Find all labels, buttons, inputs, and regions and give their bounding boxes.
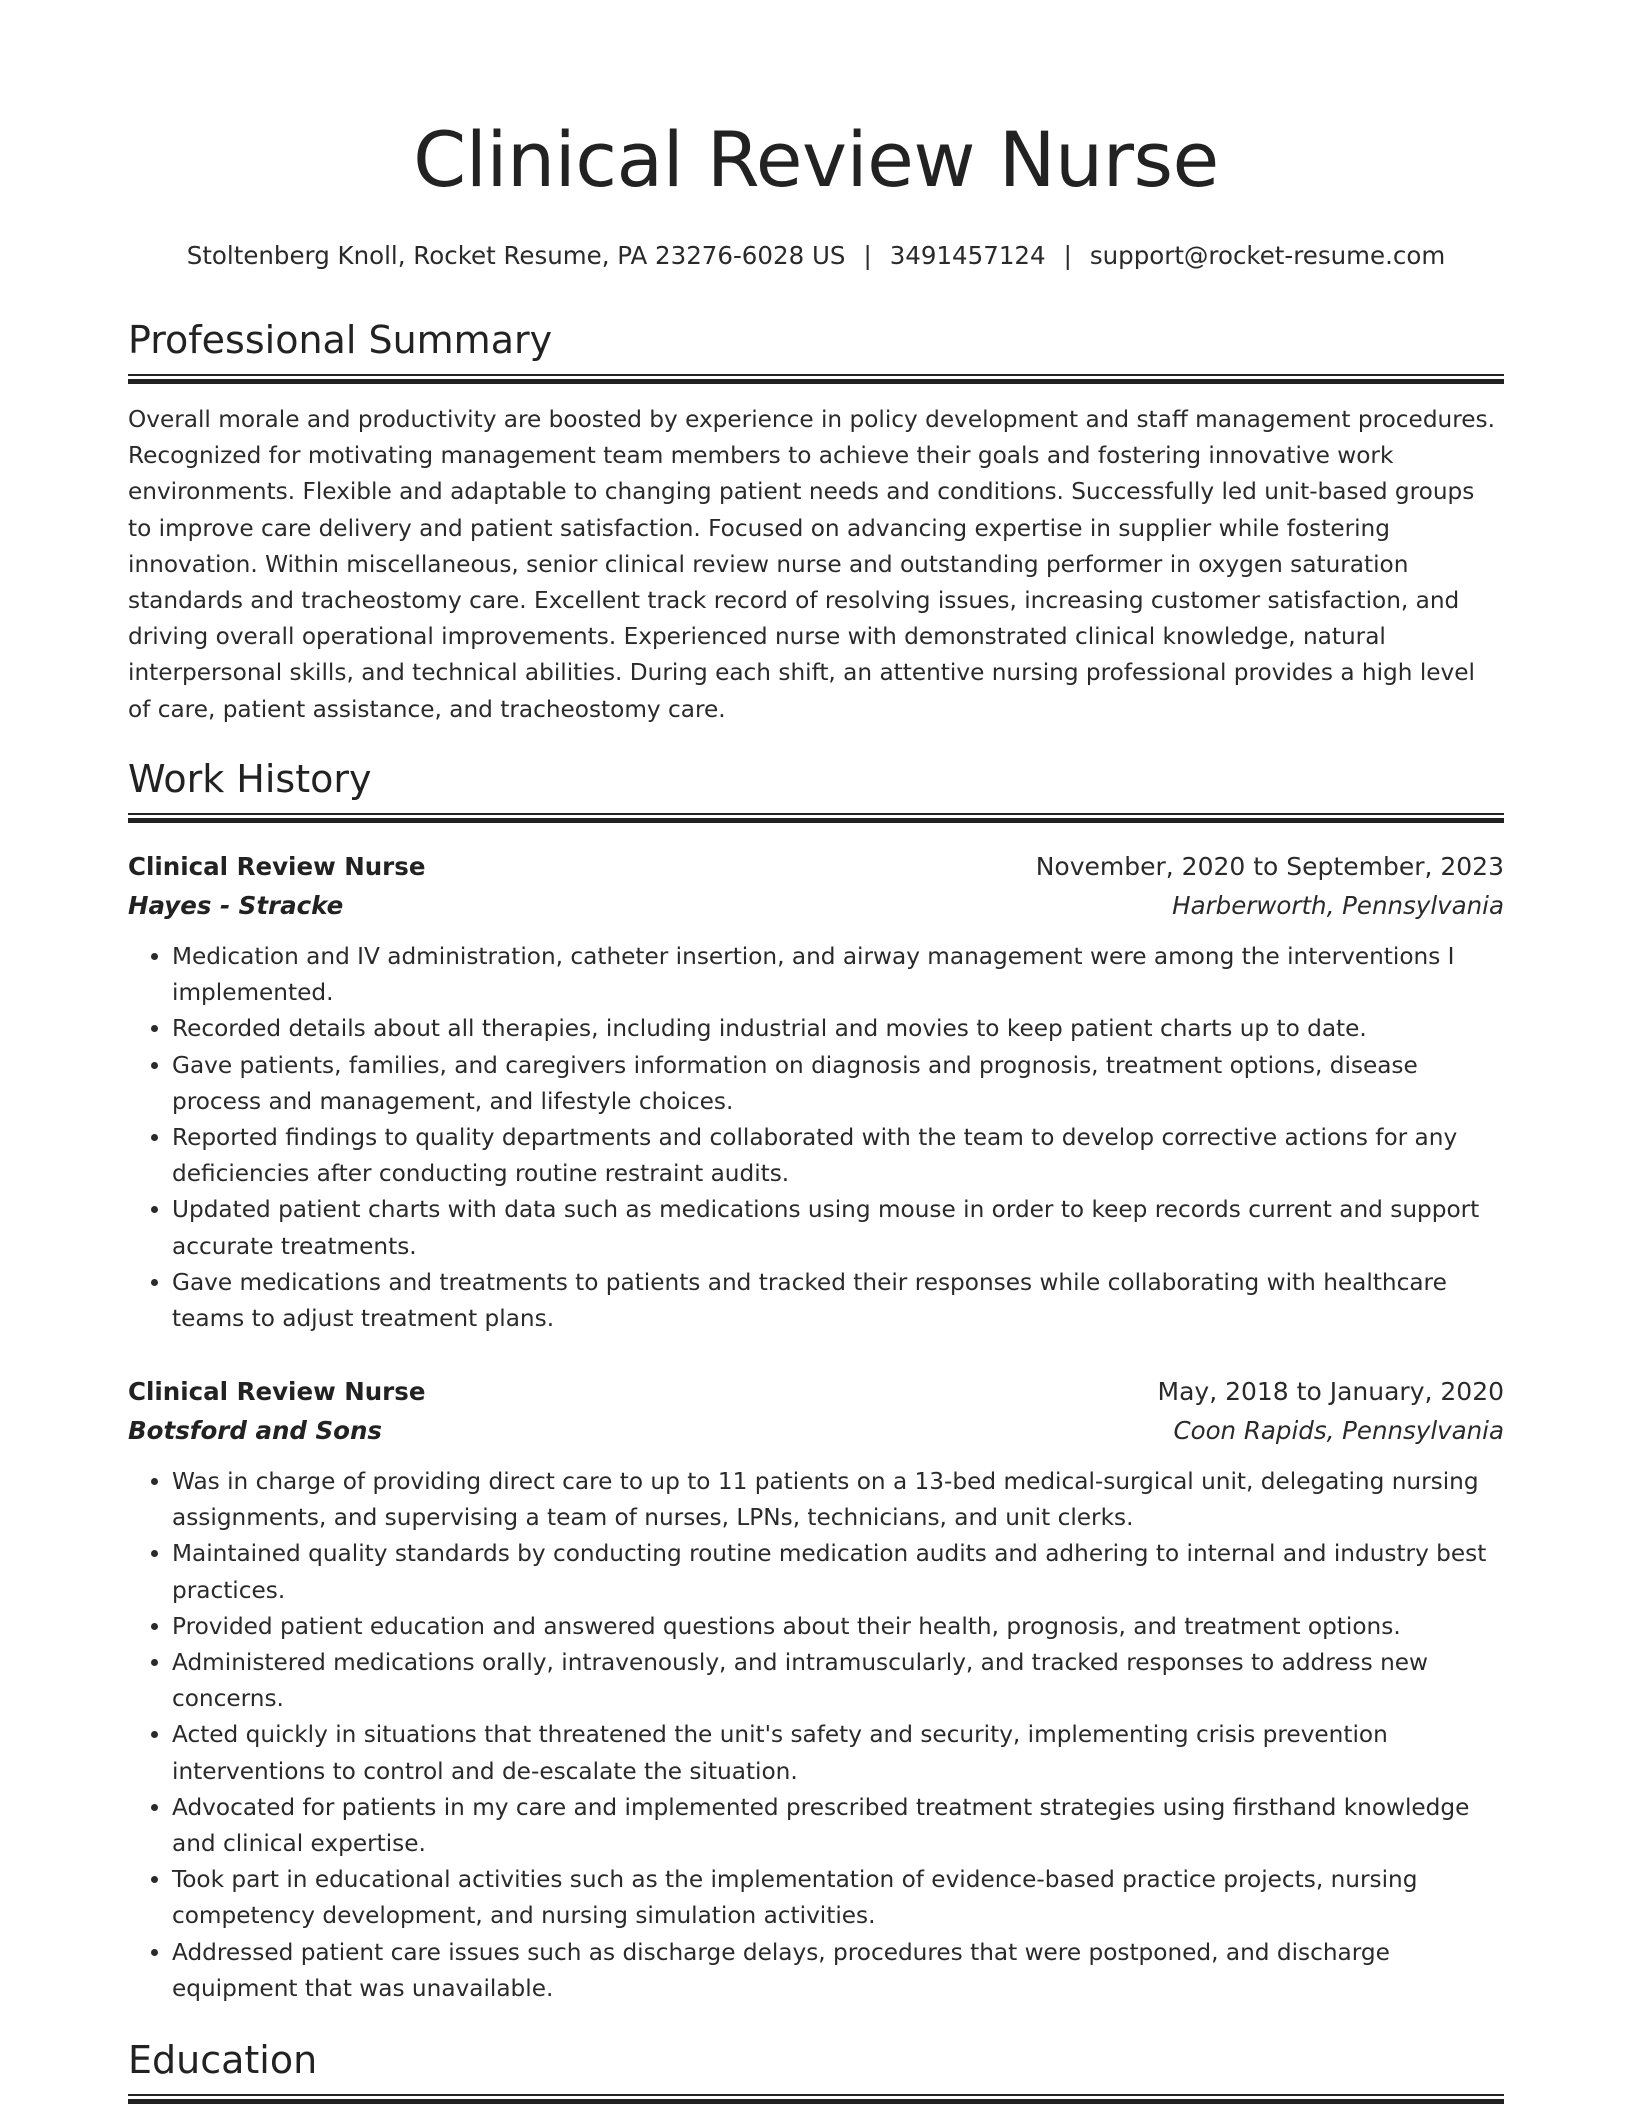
job-dates: November, 2020 to September, 2023 bbox=[1035, 852, 1504, 881]
job-bullet: • Provided patient education and answered questions about their health, prognosis, and treatment options. bbox=[172, 1609, 1504, 1645]
contact-phone: 3491457124 bbox=[889, 241, 1046, 270]
job-header-row bbox=[128, 847, 1504, 886]
contact-line bbox=[128, 241, 1504, 271]
job-bullet-list bbox=[128, 939, 1504, 1337]
job-company: Hayes - Stracke bbox=[128, 891, 344, 920]
job-bullet: • Maintained quality standards by conducting routine medication audits and adhering to internal and industry best practices. bbox=[172, 1536, 1504, 1608]
resume-name: Clinical Review Nurse bbox=[413, 115, 1219, 204]
job-company-row bbox=[128, 886, 1504, 925]
job-bullet: • Was in charge of providing direct care to up to 11 patients on a 13-bed medical-surgical unit, delegating nursing assignments, and supervising a team of nurses, LPNs, technicians, and unit clerks. bbox=[172, 1464, 1504, 1536]
job-company: Botsford and Sons bbox=[128, 1416, 382, 1445]
job-bullet: • Advocated for patients in my care and implemented prescribed treatment strategies using firsthand knowledge and clinical expertise. bbox=[172, 1790, 1504, 1862]
contact-address: Stoltenberg Knoll, Rocket Resume, PA 23276-6028 US bbox=[186, 241, 846, 270]
job-bullet: • Reported findings to quality departments and collaborated with the team to develop corrective actions for any deficiencies after conducting routine restraint audits. bbox=[172, 1120, 1504, 1192]
job-bullet: • Gave patients, families, and caregivers information on diagnosis and prognosis, treatment options, disease process and management, and lifestyle choices. bbox=[172, 1048, 1504, 1120]
contact-separator: | bbox=[1063, 241, 1072, 270]
contact-email: support@rocket-resume.com bbox=[1089, 241, 1446, 270]
section-divider bbox=[128, 813, 1504, 823]
job-bullet: • Administered medications orally, intravenously, and intramuscularly, and tracked responses to address new concerns. bbox=[172, 1645, 1504, 1717]
section-divider bbox=[128, 2094, 1504, 2104]
job-dates: May, 2018 to January, 2020 bbox=[1157, 1377, 1504, 1406]
job-entry bbox=[128, 847, 1504, 1337]
job-company-row bbox=[128, 1411, 1504, 1450]
job-bullet: • Recorded details about all therapies, including industrial and movies to keep patient charts up to date. bbox=[172, 1011, 1504, 1047]
job-bullet: • Took part in educational activities such as the implementation of evidence-based practice projects, nursing competency development, and nursing simulation activities. bbox=[172, 1862, 1504, 1934]
job-bullet: • Addressed patient care issues such as discharge delays, procedures that were postponed, and discharge equipment that was unavailable. bbox=[172, 1935, 1504, 2007]
section-title-summary: Professional Summary bbox=[128, 318, 553, 362]
job-bullet-list bbox=[128, 1464, 1504, 2007]
job-header-row bbox=[128, 1372, 1504, 1411]
job-bullet: • Updated patient charts with data such as medications using mouse in order to keep records current and support accurate treatments. bbox=[172, 1192, 1504, 1264]
section-divider bbox=[128, 374, 1504, 384]
education-section bbox=[128, 2036, 1504, 2104]
summary-section bbox=[128, 316, 1504, 384]
job-location: Harberworth, Pennsylvania bbox=[1172, 891, 1504, 920]
job-title: Clinical Review Nurse bbox=[128, 852, 426, 881]
job-bullet: • Gave medications and treatments to patients and tracked their responses while collaborating with healthcare teams to adjust treatment plans. bbox=[172, 1265, 1504, 1337]
job-location: Coon Rapids, Pennsylvania bbox=[1173, 1416, 1504, 1445]
contact-separator: | bbox=[863, 241, 872, 270]
work-history-section bbox=[128, 755, 1504, 823]
job-bullet: • Medication and IV administration, catheter insertion, and airway management were among the interventions I implemented. bbox=[172, 939, 1504, 1011]
summary-text: Overall morale and productivity are boosted by experience in policy development and staff management procedures. Recognized for motivating management team members to achieve their goals and fostering innovative work environments. Flexible and adaptable to changing patient needs and conditions. Successfully led unit-based groups to improve care delivery and patient satisfaction. Focused on advancing expertise in supplier while fostering innovation. Within miscellaneous, senior clinical review nurse and outstanding performer in oxygen saturation standards and tracheostomy care. Excellent track record of resolving issues, increasing customer satisfaction, and driving overall operational improvements. Experienced nurse with demonstrated clinical knowledge, natural interpersonal skills, and technical abilities. During each shift, an attentive nursing professional provides a high level of care, patient assistance, and tracheostomy care. bbox=[128, 406, 1495, 723]
job-bullet: • Acted quickly in situations that threatened the unit's safety and security, implementing crisis prevention interventions to control and de-escalate the situation. bbox=[172, 1717, 1504, 1789]
section-title-work-history: Work History bbox=[128, 757, 372, 801]
job-title: Clinical Review Nurse bbox=[128, 1377, 426, 1406]
section-title-education: Education bbox=[128, 2038, 318, 2082]
job-entry bbox=[128, 1372, 1504, 2007]
